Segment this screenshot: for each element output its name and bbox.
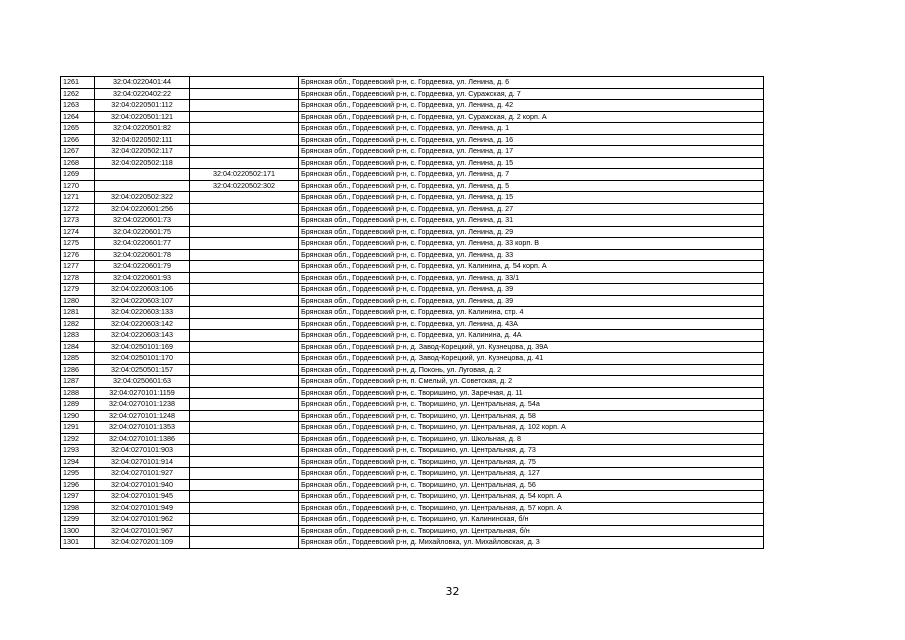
row-number-cell: 1288 [61, 387, 95, 399]
cadastral-number-cell: 32:04:0220601:256 [95, 203, 190, 215]
table-row [61, 238, 764, 250]
row-number-cell: 1293 [61, 445, 95, 457]
linked-cadastral-number-cell [190, 514, 299, 526]
cadastral-number-cell: 32:04:0270101:940 [95, 479, 190, 491]
row-number-cell: 1297 [61, 491, 95, 503]
linked-cadastral-number-cell [190, 77, 299, 89]
registry-table [60, 76, 764, 549]
row-number-cell: 1275 [61, 238, 95, 250]
address-cell: Брянская обл., Гордеевский р-н, с. Творишино, ул. Центральная, д. 102 корп. А [299, 422, 764, 434]
address-cell: Брянская обл., Гордеевский р-н, с. Творишино, ул. Центральная, д. 58 [299, 410, 764, 422]
table-row [61, 134, 764, 146]
table-row [61, 353, 764, 365]
linked-cadastral-number-cell [190, 249, 299, 261]
row-number-cell: 1284 [61, 341, 95, 353]
table-row [61, 111, 764, 123]
row-number-cell: 1289 [61, 399, 95, 411]
table-row [61, 537, 764, 549]
row-number-cell: 1292 [61, 433, 95, 445]
address-cell: Брянская обл., Гордеевский р-н, с. Гордеевка, ул. Ленина, д. 33/1 [299, 272, 764, 284]
cadastral-number-cell: 32:04:0270101:914 [95, 456, 190, 468]
address-cell: Брянская обл., Гордеевский р-н, с. Творишино, ул. Центральная, б/н [299, 525, 764, 537]
linked-cadastral-number-cell: 32:04:0220502:302 [190, 180, 299, 192]
row-number-cell: 1270 [61, 180, 95, 192]
row-number-cell: 1268 [61, 157, 95, 169]
address-cell: Брянская обл., Гордеевский р-н, с. Гордеевка, ул. Ленина, д. 6 [299, 77, 764, 89]
cadastral-number-cell: 32:04:0220501:82 [95, 123, 190, 135]
table-row [61, 123, 764, 135]
row-number-cell: 1272 [61, 203, 95, 215]
linked-cadastral-number-cell [190, 100, 299, 112]
linked-cadastral-number-cell [190, 146, 299, 158]
address-cell: Брянская обл., Гордеевский р-н, д. Завод-Корецкий, ул. Кузнецова, д. 39А [299, 341, 764, 353]
table-row [61, 514, 764, 526]
cadastral-number-cell: 32:04:0250101:170 [95, 353, 190, 365]
table-row [61, 376, 764, 388]
cadastral-number-cell: 32:04:0220502:322 [95, 192, 190, 204]
table-row [61, 215, 764, 227]
row-number-cell: 1287 [61, 376, 95, 388]
address-cell: Брянская обл., Гордеевский р-н, с. Творишино, ул. Центральная, д. 56 [299, 479, 764, 491]
row-number-cell: 1263 [61, 100, 95, 112]
linked-cadastral-number-cell [190, 502, 299, 514]
row-number-cell: 1295 [61, 468, 95, 480]
linked-cadastral-number-cell [190, 422, 299, 434]
cadastral-number-cell: 32:04:0220502:117 [95, 146, 190, 158]
row-number-cell: 1281 [61, 307, 95, 319]
table-row [61, 387, 764, 399]
table-row [61, 433, 764, 445]
table-row [61, 410, 764, 422]
cadastral-number-cell: 32:04:0270101:945 [95, 491, 190, 503]
address-cell: Брянская обл., Гордеевский р-н, с. Творишино, ул. Калининская, б/н [299, 514, 764, 526]
table-row [61, 525, 764, 537]
linked-cadastral-number-cell [190, 272, 299, 284]
linked-cadastral-number-cell [190, 318, 299, 330]
linked-cadastral-number-cell [190, 479, 299, 491]
table-row [61, 491, 764, 503]
linked-cadastral-number-cell [190, 203, 299, 215]
table-row [61, 77, 764, 89]
address-cell: Брянская обл., Гордеевский р-н, д. Завод-Корецкий, ул. Кузнецова, д. 41 [299, 353, 764, 365]
address-cell: Брянская обл., Гордеевский р-н, с. Гордеевка, ул. Ленина, д. 43А [299, 318, 764, 330]
linked-cadastral-number-cell [190, 88, 299, 100]
row-number-cell: 1262 [61, 88, 95, 100]
row-number-cell: 1300 [61, 525, 95, 537]
address-cell: Брянская обл., Гордеевский р-н, с. Гордеевка, ул. Ленина, д. 17 [299, 146, 764, 158]
table-row [61, 249, 764, 261]
address-cell: Брянская обл., Гордеевский р-н, с. Гордеевка, ул. Калинина, стр. 4 [299, 307, 764, 319]
row-number-cell: 1264 [61, 111, 95, 123]
address-cell: Брянская обл., Гордеевский р-н, с. Творишино, ул. Центральная, д. 57 корп. А [299, 502, 764, 514]
row-number-cell: 1286 [61, 364, 95, 376]
cadastral-number-cell: 32:04:0270101:962 [95, 514, 190, 526]
row-number-cell: 1290 [61, 410, 95, 422]
cadastral-number-cell: 32:04:0270101:949 [95, 502, 190, 514]
cadastral-number-cell: 32:04:0220501:112 [95, 100, 190, 112]
cadastral-number-cell: 32:04:0220501:121 [95, 111, 190, 123]
row-number-cell: 1278 [61, 272, 95, 284]
cadastral-number-cell: 32:04:0270101:1159 [95, 387, 190, 399]
table-row [61, 226, 764, 238]
cadastral-number-cell: 32:04:0220603:133 [95, 307, 190, 319]
address-cell: Брянская обл., Гордеевский р-н, д. Поконь, ул. Луговая, д. 2 [299, 364, 764, 376]
linked-cadastral-number-cell [190, 261, 299, 273]
linked-cadastral-number-cell [190, 215, 299, 227]
address-cell: Брянская обл., Гордеевский р-н, с. Гордеевка, ул. Ленина, д. 33 корп. В [299, 238, 764, 250]
address-cell: Брянская обл., Гордеевский р-н, с. Гордеевка, ул. Ленина, д. 29 [299, 226, 764, 238]
address-cell: Брянская обл., Гордеевский р-н, с. Гордеевка, ул. Ленина, д. 33 [299, 249, 764, 261]
row-number-cell: 1298 [61, 502, 95, 514]
table-row [61, 399, 764, 411]
address-cell: Брянская обл., Гордеевский р-н, с. Гордеевка, ул. Ленина, д. 7 [299, 169, 764, 181]
cadastral-number-cell: 32:04:0270101:1248 [95, 410, 190, 422]
linked-cadastral-number-cell [190, 456, 299, 468]
row-number-cell: 1276 [61, 249, 95, 261]
row-number-cell: 1279 [61, 284, 95, 296]
address-cell: Брянская обл., Гордеевский р-н, с. Творишино, ул. Школьная, д. 8 [299, 433, 764, 445]
address-cell: Брянская обл., Гордеевский р-н, с. Творишино, ул. Центральная, д. 73 [299, 445, 764, 457]
linked-cadastral-number-cell [190, 364, 299, 376]
row-number-cell: 1269 [61, 169, 95, 181]
row-number-cell: 1261 [61, 77, 95, 89]
cadastral-number-cell: 32:04:0220603:107 [95, 295, 190, 307]
row-number-cell: 1267 [61, 146, 95, 158]
row-number-cell: 1291 [61, 422, 95, 434]
table-row [61, 272, 764, 284]
row-number-cell: 1285 [61, 353, 95, 365]
cadastral-number-cell: 32:04:0220601:78 [95, 249, 190, 261]
table-row [61, 192, 764, 204]
linked-cadastral-number-cell [190, 376, 299, 388]
linked-cadastral-number-cell [190, 226, 299, 238]
table-row [61, 295, 764, 307]
page-number: 32 [445, 585, 460, 598]
row-number-cell: 1271 [61, 192, 95, 204]
cadastral-number-cell: 32:04:0220601:79 [95, 261, 190, 273]
address-cell: Брянская обл., Гордеевский р-н, с. Гордеевка, ул. Калинина, д. 4А [299, 330, 764, 342]
row-number-cell: 1299 [61, 514, 95, 526]
table-row [61, 456, 764, 468]
table-row [61, 318, 764, 330]
address-cell: Брянская обл., Гордеевский р-н, с. Гордеевка, ул. Ленина, д. 27 [299, 203, 764, 215]
row-number-cell: 1283 [61, 330, 95, 342]
cadastral-number-cell: 32:04:0220601:75 [95, 226, 190, 238]
row-number-cell: 1265 [61, 123, 95, 135]
table-row [61, 146, 764, 158]
row-number-cell: 1282 [61, 318, 95, 330]
row-number-cell: 1280 [61, 295, 95, 307]
linked-cadastral-number-cell: 32:04:0220502:171 [190, 169, 299, 181]
cadastral-number-cell: 32:04:0270101:967 [95, 525, 190, 537]
address-cell: Брянская обл., Гордеевский р-н, с. Гордеевка, ул. Ленина, д. 15 [299, 192, 764, 204]
cadastral-number-cell: 32:04:0270101:1386 [95, 433, 190, 445]
cadastral-number-cell: 32:04:0270201:109 [95, 537, 190, 549]
address-cell: Брянская обл., Гордеевский р-н, с. Творишино, ул. Центральная, д. 75 [299, 456, 764, 468]
table-row [61, 169, 764, 181]
cadastral-number-cell: 32:04:0250101:169 [95, 341, 190, 353]
table-row [61, 203, 764, 215]
table-row [61, 468, 764, 480]
row-number-cell: 1296 [61, 479, 95, 491]
address-cell: Брянская обл., Гордеевский р-н, с. Гордеевка, ул. Ленина, д. 15 [299, 157, 764, 169]
table-row [61, 445, 764, 457]
address-cell: Брянская обл., Гордеевский р-н, с. Гордеевка, ул. Ленина, д. 1 [299, 123, 764, 135]
address-cell: Брянская обл., Гордеевский р-н, с. Гордеевка, ул. Суражская, д. 7 [299, 88, 764, 100]
linked-cadastral-number-cell [190, 134, 299, 146]
linked-cadastral-number-cell [190, 341, 299, 353]
linked-cadastral-number-cell [190, 537, 299, 549]
table-row [61, 88, 764, 100]
address-cell: Брянская обл., Гордеевский р-н, с. Гордеевка, ул. Ленина, д. 39 [299, 284, 764, 296]
address-cell: Брянская обл., Гордеевский р-н, с. Гордеевка, ул. Суражская, д. 2 корп. А [299, 111, 764, 123]
row-number-cell: 1273 [61, 215, 95, 227]
linked-cadastral-number-cell [190, 123, 299, 135]
address-cell: Брянская обл., Гордеевский р-н, с. Творишино, ул. Центральная, д. 54 корп. А [299, 491, 764, 503]
linked-cadastral-number-cell [190, 284, 299, 296]
linked-cadastral-number-cell [190, 445, 299, 457]
address-cell: Брянская обл., Гордеевский р-н, д. Михайловка, ул. Михайловская, д. 3 [299, 537, 764, 549]
cadastral-number-cell: 32:04:0250501:157 [95, 364, 190, 376]
table-row [61, 479, 764, 491]
cadastral-number-cell: 32:04:0270101:1353 [95, 422, 190, 434]
table-row [61, 180, 764, 192]
linked-cadastral-number-cell [190, 525, 299, 537]
table-row [61, 307, 764, 319]
linked-cadastral-number-cell [190, 111, 299, 123]
table-row [61, 502, 764, 514]
cadastral-number-cell [95, 180, 190, 192]
address-cell: Брянская обл., Гордеевский р-н, с. Гордеевка, ул. Ленина, д. 39 [299, 295, 764, 307]
cadastral-number-cell: 32:04:0270101:927 [95, 468, 190, 480]
linked-cadastral-number-cell [190, 157, 299, 169]
address-cell: Брянская обл., Гордеевский р-н, с. Гордеевка, ул. Ленина, д. 5 [299, 180, 764, 192]
cadastral-number-cell: 32:04:0220603:106 [95, 284, 190, 296]
cadastral-number-cell: 32:04:0250601:63 [95, 376, 190, 388]
address-cell: Брянская обл., Гордеевский р-н, с. Гордеевка, ул. Калинина, д. 54 корп. А [299, 261, 764, 273]
table-row [61, 341, 764, 353]
cadastral-number-cell [95, 169, 190, 181]
linked-cadastral-number-cell [190, 491, 299, 503]
table-row [61, 261, 764, 273]
address-cell: Брянская обл., Гордеевский р-н, с. Гордеевка, ул. Ленина, д. 31 [299, 215, 764, 227]
row-number-cell: 1294 [61, 456, 95, 468]
address-cell: Брянская обл., Гордеевский р-н, с. Творишино, ул. Центральная, д. 54а [299, 399, 764, 411]
cadastral-number-cell: 32:04:0220502:118 [95, 157, 190, 169]
linked-cadastral-number-cell [190, 433, 299, 445]
linked-cadastral-number-cell [190, 387, 299, 399]
row-number-cell: 1277 [61, 261, 95, 273]
registry-table-body [61, 77, 764, 549]
row-number-cell: 1274 [61, 226, 95, 238]
cadastral-number-cell: 32:04:0220601:73 [95, 215, 190, 227]
row-number-cell: 1301 [61, 537, 95, 549]
linked-cadastral-number-cell [190, 410, 299, 422]
cadastral-number-cell: 32:04:0220401:44 [95, 77, 190, 89]
cadastral-number-cell: 32:04:0270101:1238 [95, 399, 190, 411]
linked-cadastral-number-cell [190, 330, 299, 342]
address-cell: Брянская обл., Гордеевский р-н, с. Гордеевка, ул. Ленина, д. 16 [299, 134, 764, 146]
linked-cadastral-number-cell [190, 353, 299, 365]
table-row [61, 364, 764, 376]
linked-cadastral-number-cell [190, 399, 299, 411]
address-cell: Брянская обл., Гордеевский р-н, с. Гордеевка, ул. Ленина, д. 42 [299, 100, 764, 112]
cadastral-number-cell: 32:04:0220402:22 [95, 88, 190, 100]
cadastral-number-cell: 32:04:0220603:143 [95, 330, 190, 342]
cadastral-number-cell: 32:04:0220601:93 [95, 272, 190, 284]
address-cell: Брянская обл., Гордеевский р-н, с. Творишино, ул. Центральная, д. 127 [299, 468, 764, 480]
table-row [61, 100, 764, 112]
linked-cadastral-number-cell [190, 307, 299, 319]
cadastral-number-cell: 32:04:0220601:77 [95, 238, 190, 250]
row-number-cell: 1266 [61, 134, 95, 146]
linked-cadastral-number-cell [190, 468, 299, 480]
linked-cadastral-number-cell [190, 192, 299, 204]
table-row [61, 330, 764, 342]
table-row [61, 157, 764, 169]
cadastral-number-cell: 32:04:0220502:111 [95, 134, 190, 146]
cadastral-number-cell: 32:04:0270101:903 [95, 445, 190, 457]
address-cell: Брянская обл., Гордеевский р-н, с. Творишино, ул. Заречная, д. 11 [299, 387, 764, 399]
linked-cadastral-number-cell [190, 295, 299, 307]
cadastral-number-cell: 32:04:0220603:142 [95, 318, 190, 330]
table-row [61, 284, 764, 296]
address-cell: Брянская обл., Гордеевский р-н, п. Смелый, ул. Советская, д. 2 [299, 376, 764, 388]
table-row [61, 422, 764, 434]
linked-cadastral-number-cell [190, 238, 299, 250]
